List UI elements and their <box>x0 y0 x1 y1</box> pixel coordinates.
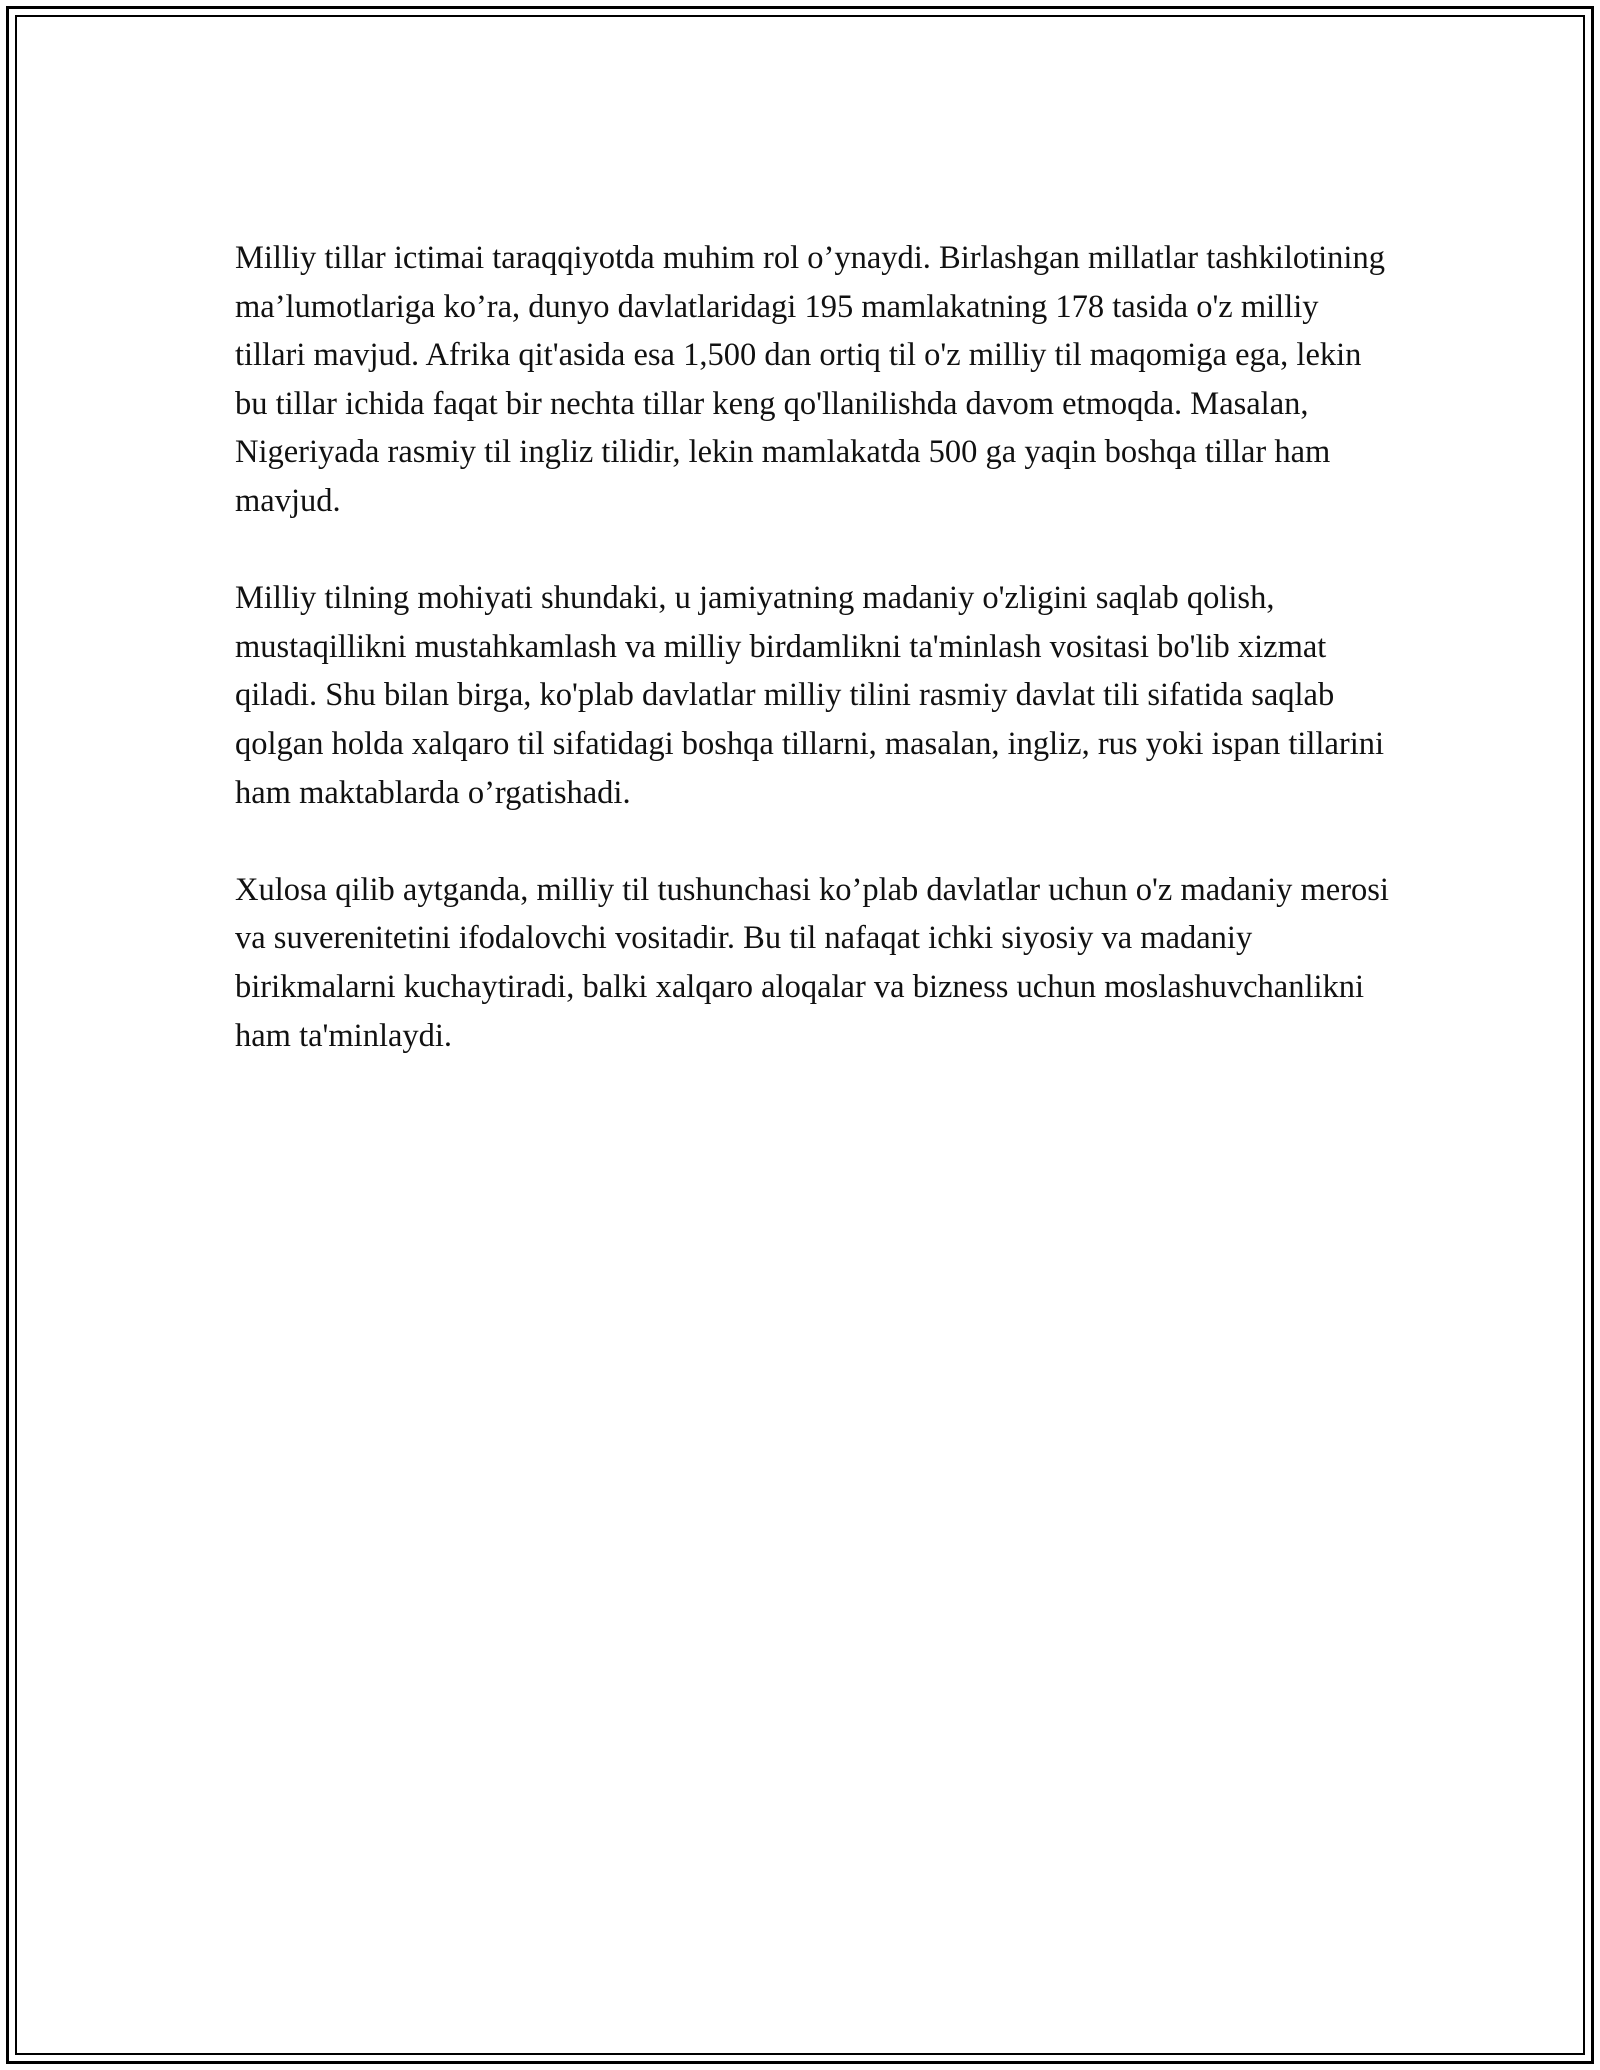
paragraph-3: Xulosa qilib aytganda, milliy til tushunchasi ko’plab davlatlar uchun o'z madaniy merosi va suverenitetini ifodalovchi vositadir. Bu til nafaqat ichki siyosiy va madaniy birikmalarni kuchaytiradi, balki xalqaro aloqalar va bizness uchun moslashuvchanlikni ham ta'minlaydi. <box>235 871 1389 1054</box>
paragraph-1: Milliy tillar ictimai taraqqiyotda muhim rol o’ynaydi. Birlashgan millatlar tashkilotining ma’lumotlariga ko’ra, dunyo davlatlaridagi 195 mamlakatning 178 tasida o'z milliy tillari mavjud. Afrika qit'asida esa 1,500 dan ortiq til o'z milliy til maqomiga ega, lekin bu tillar ichida faqat bir nechta tillar keng qo'llanilishda davom etmoqda. Masalan, Nigeriyada rasmiy til ingliz tilidir, lekin mamlakatda 500 ga yaqin boshqa tillar ham mavjud. <box>235 240 1385 519</box>
paragraph-2: Milliy tilning mohiyati shundaki, u jamiyatning madaniy o'zligini saqlab qolish, mustaqillikni mustahkamlash va milliy birdamlikni ta'minlash vositasi bo'lib xizmat qiladi. Shu bilan birga, ko'plab davlatlar milliy tilini rasmiy davlat tili sifatida saqlab qolgan holda xalqaro til sifatidagi boshqa tillarni, masalan, ingliz, rus yoki ispan tillarini ham maktablarda o’rgatishadi. <box>235 580 1385 811</box>
document-body <box>235 234 1395 1109</box>
